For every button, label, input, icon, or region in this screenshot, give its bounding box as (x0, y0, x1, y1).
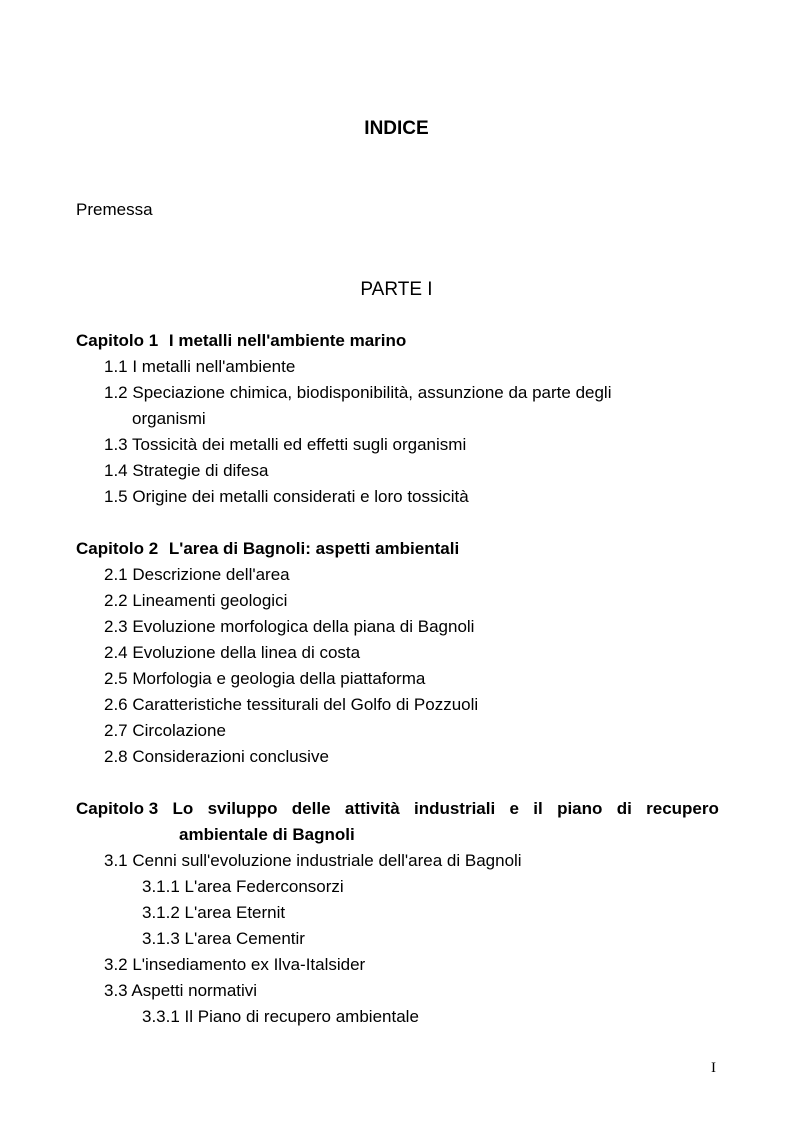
toc-entry-2-8: 2.8 Considerazioni conclusive (104, 747, 329, 766)
toc-entry-1-4: 1.4 Strategie di difesa (104, 461, 269, 480)
toc-entry-1-3: 1.3 Tossicità dei metalli ed effetti sugli organismi (104, 435, 467, 454)
chapter-3-title-word: Lo (172, 799, 194, 818)
toc-entry-1-5: 1.5 Origine dei metalli considerati e loro tossicità (104, 487, 469, 506)
toc-entry-2-2: 2.2 Lineamenti geologici (104, 591, 288, 610)
toc-entry-2-6: 2.6 Caratteristiche tessiturali del Golfo di Pozzuoli (104, 695, 479, 714)
chapter-3-title-word: piano (557, 799, 603, 818)
toc-entry-2-7: 2.7 Circolazione (104, 721, 226, 740)
toc-entry-3-3-1: 3.3.1 Il Piano di recupero ambientale (142, 1007, 419, 1026)
chapter-2-title: L'area di Bagnoli: aspetti ambientali (168, 539, 460, 558)
chapter-1-label: Capitolo 1 (76, 331, 159, 350)
toc-entry-2-1: 2.1 Descrizione dell'area (104, 565, 290, 584)
toc-entry-2-4: 2.4 Evoluzione della linea di costa (104, 643, 361, 662)
chapter-2-heading (76, 539, 459, 559)
toc-entry-2-5: 2.5 Morfologia e geologia della piattaforma (104, 669, 426, 688)
toc-entry-3-1-1: 3.1.1 L'area Federconsorzi (142, 877, 344, 896)
toc-entry-1-2-continued: organismi (132, 409, 206, 428)
chapter-3-title-word: e (509, 799, 519, 818)
toc-entry-1-2: 1.2 Speciazione chimica, biodisponibilità, assunzione da parte degli (104, 383, 612, 402)
index-title: INDICE (364, 118, 429, 139)
chapter-2-label: Capitolo 2 (76, 539, 159, 558)
premessa-entry: Premessa (76, 200, 153, 219)
chapter-3-title-continued: ambientale di Bagnoli (179, 825, 355, 844)
toc-entry-3-1: 3.1 Cenni sull'evoluzione industriale dell'area di Bagnoli (104, 851, 522, 870)
chapter-3-title-word: il (533, 799, 543, 818)
toc-entry-3-1-2: 3.1.2 L'area Eternit (142, 903, 286, 922)
chapter-3-label: Capitolo 3 (76, 799, 159, 818)
chapter-3-title-word: delle (291, 799, 331, 818)
toc-entry-3-1-3: 3.1.3 L'area Cementir (142, 929, 305, 948)
chapter-1-title: I metalli nell'ambiente marino (168, 331, 407, 350)
chapter-1-heading (76, 331, 406, 351)
chapter-3-title-word: di (616, 799, 632, 818)
toc-entry-2-3: 2.3 Evoluzione morfologica della piana di Bagnoli (104, 617, 475, 636)
toc-entry-3-3: 3.3 Aspetti normativi (104, 981, 258, 1000)
chapter-3-title-word: attività (344, 799, 400, 818)
chapter-3-heading (76, 799, 719, 819)
chapter-3-title-word: industriali (413, 799, 496, 818)
part-heading: PARTE I (360, 279, 433, 300)
page-number: I (711, 1060, 716, 1076)
chapter-3-title-word: recupero (646, 799, 719, 818)
toc-entry-3-2: 3.2 L'insediamento ex Ilva-Italsider (104, 955, 366, 974)
chapter-3-title-word: sviluppo (207, 799, 278, 818)
toc-entry-1-1: 1.1 I metalli nell'ambiente (104, 357, 296, 376)
